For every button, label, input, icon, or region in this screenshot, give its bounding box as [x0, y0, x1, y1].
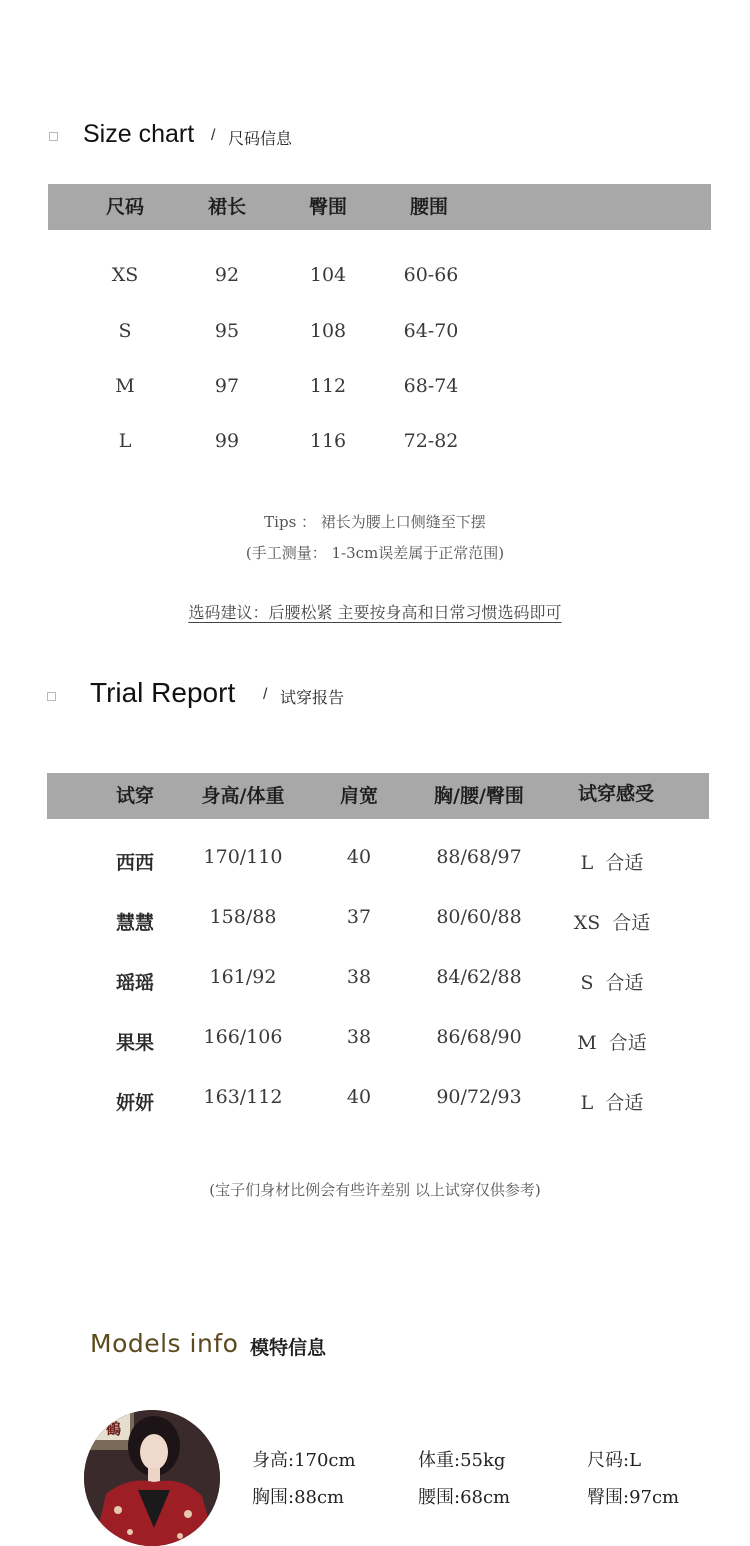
measurements-cell: 84/62/88	[436, 966, 522, 988]
size-chart-bullet-icon	[49, 132, 58, 141]
size-cell: XS	[111, 264, 139, 286]
tester-name: 西西	[115, 852, 154, 874]
size-cell: L	[118, 430, 132, 452]
size-cell: S	[118, 320, 132, 342]
waist-cell: 72-82	[403, 430, 459, 452]
measurements-cell: 90/72/93	[436, 1086, 522, 1108]
feeling-cell: S 合适	[580, 972, 644, 994]
trial-header-shoulder: 肩宽	[339, 785, 378, 807]
trial-header-height-weight: 身高/体重	[201, 785, 285, 807]
size-chart-subtitle: 尺码信息	[228, 129, 293, 148]
trial-header-feeling: 试穿感受	[577, 783, 654, 805]
trial-report-header-bar	[47, 773, 709, 819]
shoulder-cell: 38	[346, 1026, 372, 1048]
model-avatar	[84, 1410, 220, 1546]
length-cell: 95	[214, 320, 240, 342]
measurements-cell: 86/68/90	[436, 1026, 522, 1048]
trial-header-measurements: 胸/腰/臀围	[434, 785, 524, 807]
size-header-length: 裙长	[207, 196, 246, 218]
model-height: 身高:170cm	[252, 1450, 356, 1471]
size-chart-title-separator: /	[211, 127, 216, 144]
hip-cell: 112	[309, 375, 347, 397]
length-cell: 92	[214, 264, 240, 286]
model-photo-icon	[84, 1410, 220, 1546]
trial-report-bullet-icon	[47, 692, 56, 701]
trial-header-tester: 试穿	[115, 785, 154, 807]
measurements-cell: 88/68/97	[436, 846, 522, 868]
height-weight-cell: 158/88	[209, 906, 277, 928]
avatar-sign-text: 鶴	[106, 1420, 122, 1438]
hip-cell: 108	[309, 320, 347, 342]
waist-cell: 64-70	[403, 320, 459, 342]
height-weight-cell: 170/110	[203, 846, 283, 868]
height-weight-cell: 163/112	[203, 1086, 283, 1108]
shoulder-cell: 37	[346, 906, 372, 928]
shoulder-cell: 40	[346, 846, 372, 868]
size-header-size: 尺码	[105, 196, 144, 218]
height-weight-cell: 161/92	[209, 966, 277, 988]
trial-report-title-separator: /	[263, 686, 268, 703]
model-bust: 胸围:88cm	[252, 1487, 345, 1508]
shoulder-cell: 38	[346, 966, 372, 988]
model-waist: 腰围:68cm	[418, 1487, 511, 1508]
model-size: 尺码:L	[587, 1450, 642, 1471]
size-cell: M	[115, 375, 135, 397]
models-info-subtitle: 模特信息	[250, 1337, 327, 1359]
size-advice: 选码建议：后腰松紧 主要按身高和日常习惯选码即可	[188, 603, 562, 622]
trial-report-title: Trial Report	[90, 677, 236, 708]
size-header-waist: 腰围	[409, 196, 448, 218]
model-hip: 臀围:97cm	[587, 1487, 680, 1508]
size-header-hip: 臀围	[308, 196, 347, 218]
waist-cell: 60-66	[403, 264, 459, 286]
models-info-title: Models info	[90, 1329, 239, 1358]
tester-name: 慧慧	[115, 912, 154, 934]
feeling-cell: L 合适	[580, 1092, 644, 1114]
trial-report-table-body	[47, 840, 709, 1120]
measurements-cell: 80/60/88	[436, 906, 522, 928]
size-tip-line-2: (手工测量： 1-3cm误差属于正常范围)	[245, 544, 505, 562]
trial-report-subtitle: 试穿报告	[280, 688, 345, 707]
height-weight-cell: 166/106	[203, 1026, 283, 1048]
length-cell: 97	[214, 375, 240, 397]
feeling-cell: L 合适	[580, 852, 644, 874]
tester-name: 妍妍	[115, 1092, 154, 1114]
hip-cell: 116	[309, 430, 347, 452]
waist-cell: 68-74	[403, 375, 459, 397]
model-weight: 体重:55kg	[418, 1450, 506, 1471]
size-chart-title: Size chart	[83, 120, 195, 148]
shoulder-cell: 40	[346, 1086, 372, 1108]
length-cell: 99	[214, 430, 240, 452]
tester-name: 果果	[115, 1032, 154, 1054]
trial-report-note: (宝子们身材比例会有些许差别 以上试穿仅供参考)	[209, 1181, 541, 1199]
feeling-cell: M 合适	[577, 1032, 647, 1054]
size-chart-header-bar	[48, 184, 711, 230]
size-tip-line-1: Tips ： 裙长为腰上口侧缝至下摆	[264, 513, 486, 531]
hip-cell: 104	[309, 264, 347, 286]
feeling-cell: XS 合适	[573, 912, 651, 934]
size-chart-table-body	[48, 250, 711, 470]
tester-name: 瑶瑶	[115, 972, 154, 994]
